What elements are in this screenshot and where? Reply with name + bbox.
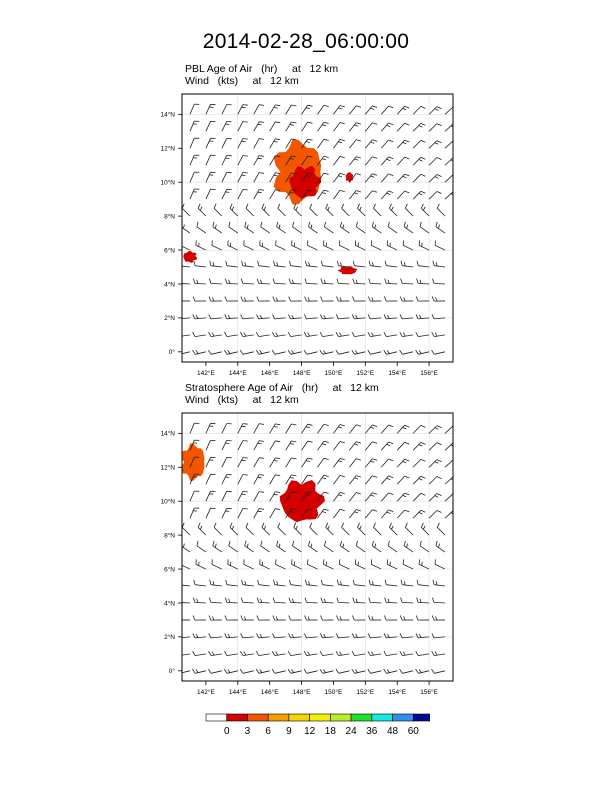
- x-tick-label: 154°E: [388, 689, 407, 696]
- stratosphere-age-map: [140, 407, 470, 707]
- colorbar-swatch: [413, 714, 430, 721]
- colorbar-swatch: [330, 714, 351, 721]
- x-tick-label: 146°E: [260, 689, 279, 696]
- colorbar-swatch: [206, 714, 227, 721]
- colorbar-swatch: [372, 714, 393, 721]
- x-tick-label: 148°E: [292, 689, 311, 696]
- x-tick-label: 144°E: [228, 370, 247, 377]
- colorbar-swatch: [289, 714, 310, 721]
- y-tick-label: 6°N: [164, 247, 175, 255]
- y-tick-label: 0°: [168, 349, 175, 357]
- x-tick-label: 142°E: [197, 689, 215, 696]
- colorbar: [190, 712, 430, 744]
- y-tick-label: 12°N: [160, 145, 175, 153]
- colorbar-label: 12: [304, 726, 316, 737]
- x-tick-label: 156°E: [420, 689, 438, 696]
- colorbar-swatch: [310, 714, 331, 721]
- x-tick-label: 156°E: [420, 370, 438, 377]
- x-tick-label: 142°E: [197, 370, 215, 377]
- panel1-wind-label: Wind (kts) at 12 km: [185, 75, 299, 87]
- panel2-wind-label: Wind (kts) at 12 km: [185, 394, 299, 406]
- map-background: [182, 94, 453, 362]
- x-tick-label: 150°E: [324, 689, 343, 696]
- x-tick-label: 152°E: [356, 689, 375, 696]
- y-tick-label: 6°N: [164, 566, 175, 574]
- colorbar-label: 3: [244, 726, 251, 737]
- x-tick-label: 148°E: [292, 370, 311, 377]
- y-tick-label: 0°: [168, 668, 175, 676]
- y-tick-label: 14°N: [160, 111, 175, 119]
- x-tick-label: 146°E: [260, 370, 279, 377]
- y-tick-label: 2°N: [164, 634, 175, 642]
- pbl-age-map: [140, 88, 470, 388]
- y-tick-label: 10°N: [160, 498, 175, 506]
- y-tick-label: 4°N: [164, 281, 175, 289]
- x-tick-label: 150°E: [324, 370, 343, 377]
- colorbar-swatch: [393, 714, 414, 721]
- map-background: [182, 413, 453, 681]
- y-tick-label: 8°N: [164, 213, 175, 221]
- colorbar-swatch: [351, 714, 372, 721]
- colorbar-label: 18: [324, 726, 336, 737]
- colorbar-label: 6: [265, 726, 271, 737]
- y-tick-label: 12°N: [160, 464, 175, 472]
- colorbar-label: 0: [223, 726, 230, 737]
- x-tick-label: 154°E: [388, 370, 407, 377]
- colorbar-label: 9: [286, 726, 292, 737]
- y-tick-label: 10°N: [160, 179, 175, 187]
- panel2-field-label: Stratosphere Age of Air (hr) at 12 km: [185, 382, 379, 394]
- colorbar-label: 36: [366, 726, 378, 737]
- x-tick-label: 152°E: [356, 370, 375, 377]
- colorbar-label: 48: [386, 726, 399, 737]
- y-tick-label: 4°N: [164, 600, 175, 608]
- colorbar-swatch: [227, 714, 248, 721]
- panel1-field-label: PBL Age of Air (hr) at 12 km: [185, 63, 339, 75]
- colorbar-swatch: [247, 714, 268, 721]
- colorbar-label: 60: [407, 726, 419, 737]
- y-tick-label: 14°N: [160, 430, 175, 438]
- y-tick-label: 8°N: [164, 532, 175, 540]
- colorbar-label: 24: [345, 726, 357, 737]
- colorbar-swatch: [268, 714, 289, 721]
- x-tick-label: 144°E: [228, 689, 247, 696]
- main-title: 2014-02-28_06:00:00: [202, 30, 410, 53]
- y-tick-label: 2°N: [164, 315, 175, 323]
